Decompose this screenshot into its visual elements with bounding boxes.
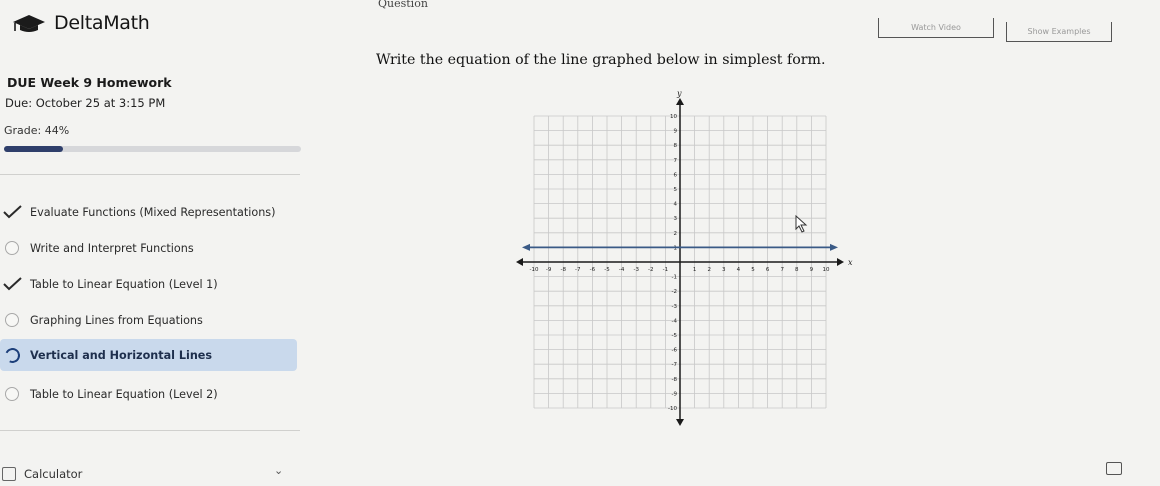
x-tick-label: -9	[545, 267, 552, 273]
x-tick-label: 2	[707, 267, 711, 273]
watch-video-button[interactable]	[878, 18, 994, 38]
show-examples-label: Show Examples	[1027, 27, 1091, 36]
y-tick-label: -8	[671, 376, 677, 383]
divider	[0, 430, 300, 431]
mouse-cursor-icon	[795, 215, 809, 233]
x-tick-label: 7	[780, 267, 784, 273]
x-tick-label: -5	[604, 267, 610, 273]
keyboard-icon[interactable]	[1106, 462, 1122, 475]
problem-item-label: Evaluate Functions (Mixed Representations)	[30, 205, 276, 219]
problem-item-write-interpret-functions[interactable]	[0, 232, 297, 264]
question-prompt: Write the equation of the line graphed below in simplest form.	[376, 52, 826, 68]
y-tick-label: 10	[670, 114, 677, 120]
empty-circle-icon	[0, 238, 24, 258]
y-tick-label: 7	[673, 157, 677, 164]
problem-item-label: Write and Interpret Functions	[30, 241, 194, 255]
x-axis-arrow-left	[516, 258, 523, 266]
y-tick-label: -7	[671, 362, 677, 369]
problem-item-label: Graphing Lines from Equations	[30, 313, 203, 327]
calculator-label: Calculator	[24, 467, 83, 481]
x-axis-label: x	[848, 258, 853, 267]
empty-circle-icon	[0, 310, 24, 330]
y-axis-arrow-down	[676, 419, 684, 426]
x-tick-label: 1	[692, 267, 697, 273]
watch-video-label: Watch Video	[911, 23, 961, 32]
due-date: Due: October 25 at 3:15 PM	[5, 96, 166, 110]
x-axis-arrow-right	[837, 258, 844, 266]
problem-item-label: Table to Linear Equation (Level 2)	[30, 387, 218, 401]
y-tick-label: -6	[671, 347, 677, 354]
x-tick-label: 3	[722, 267, 726, 273]
grade-progress-bar	[4, 146, 301, 152]
x-tick-label: -10	[529, 267, 539, 273]
empty-circle-icon	[0, 384, 24, 404]
x-tick-label: 6	[765, 267, 770, 273]
y-tick-label: 4	[673, 201, 677, 208]
app-name: DeltaMath	[54, 12, 150, 34]
graduation-cap-icon	[10, 13, 48, 33]
check-icon	[0, 274, 24, 294]
problem-item-graphing-lines[interactable]	[0, 304, 297, 336]
y-tick-label: -1	[671, 274, 677, 281]
x-tick-label: -2	[648, 267, 654, 273]
grade-label: Grade: 44%	[4, 124, 70, 137]
y-tick-label: -9	[671, 391, 677, 398]
problem-item-table-linear-1[interactable]	[0, 268, 297, 300]
y-tick-label: -10	[668, 406, 677, 412]
y-tick-label: -2	[671, 289, 677, 296]
problem-item-table-linear-2[interactable]	[0, 378, 297, 410]
calculator-icon	[2, 467, 16, 481]
check-icon	[0, 202, 24, 222]
y-tick-label: 3	[673, 216, 677, 223]
x-tick-label: -3	[633, 267, 639, 273]
x-tick-label: 8	[795, 267, 799, 273]
grade-progress-fill	[4, 146, 63, 152]
y-tick-label: 6	[673, 172, 677, 179]
graphed-line-arrow-left	[522, 244, 530, 251]
x-tick-label: -4	[618, 267, 625, 273]
x-tick-label: -7	[575, 267, 581, 273]
coordinate-graph	[510, 86, 853, 438]
x-tick-label: 5	[751, 267, 755, 273]
problem-item-label: Table to Linear Equation (Level 1)	[30, 277, 218, 291]
x-tick-label: 10	[822, 267, 830, 273]
y-tick-label: 8	[673, 143, 677, 150]
y-tick-label: 9	[673, 128, 677, 135]
y-tick-label: -3	[671, 303, 677, 310]
y-axis-label: y	[677, 89, 682, 98]
y-axis-arrow-up	[676, 98, 684, 105]
y-tick-label: -5	[671, 333, 677, 339]
chevron-down-icon: ⌄	[274, 464, 284, 477]
problem-item-evaluate-functions[interactable]	[0, 196, 297, 228]
show-examples-button[interactable]	[1006, 22, 1112, 42]
x-tick-label: -1	[662, 267, 669, 273]
question-header: Question	[378, 0, 428, 10]
x-tick-label: 4	[736, 267, 741, 273]
assignment-title: DUE Week 9 Homework	[7, 75, 172, 90]
x-tick-label: 9	[809, 267, 814, 273]
problem-item-label: Vertical and Horizontal Lines	[30, 348, 213, 362]
x-tick-label: -8	[560, 267, 566, 273]
in-progress-icon	[0, 345, 24, 365]
deltamath-logo[interactable]	[10, 12, 150, 34]
y-tick-label: 1	[673, 245, 677, 252]
sidebar	[0, 0, 305, 486]
problem-item-vertical-horizontal-lines[interactable]	[0, 339, 297, 371]
x-tick-label: -6	[589, 267, 596, 273]
y-tick-label: 5	[673, 187, 677, 193]
y-tick-label: 2	[673, 230, 677, 237]
calculator-toggle[interactable]	[0, 462, 300, 486]
graphed-line-arrow-right	[830, 244, 838, 251]
divider	[0, 174, 300, 175]
y-tick-label: -4	[671, 318, 677, 325]
